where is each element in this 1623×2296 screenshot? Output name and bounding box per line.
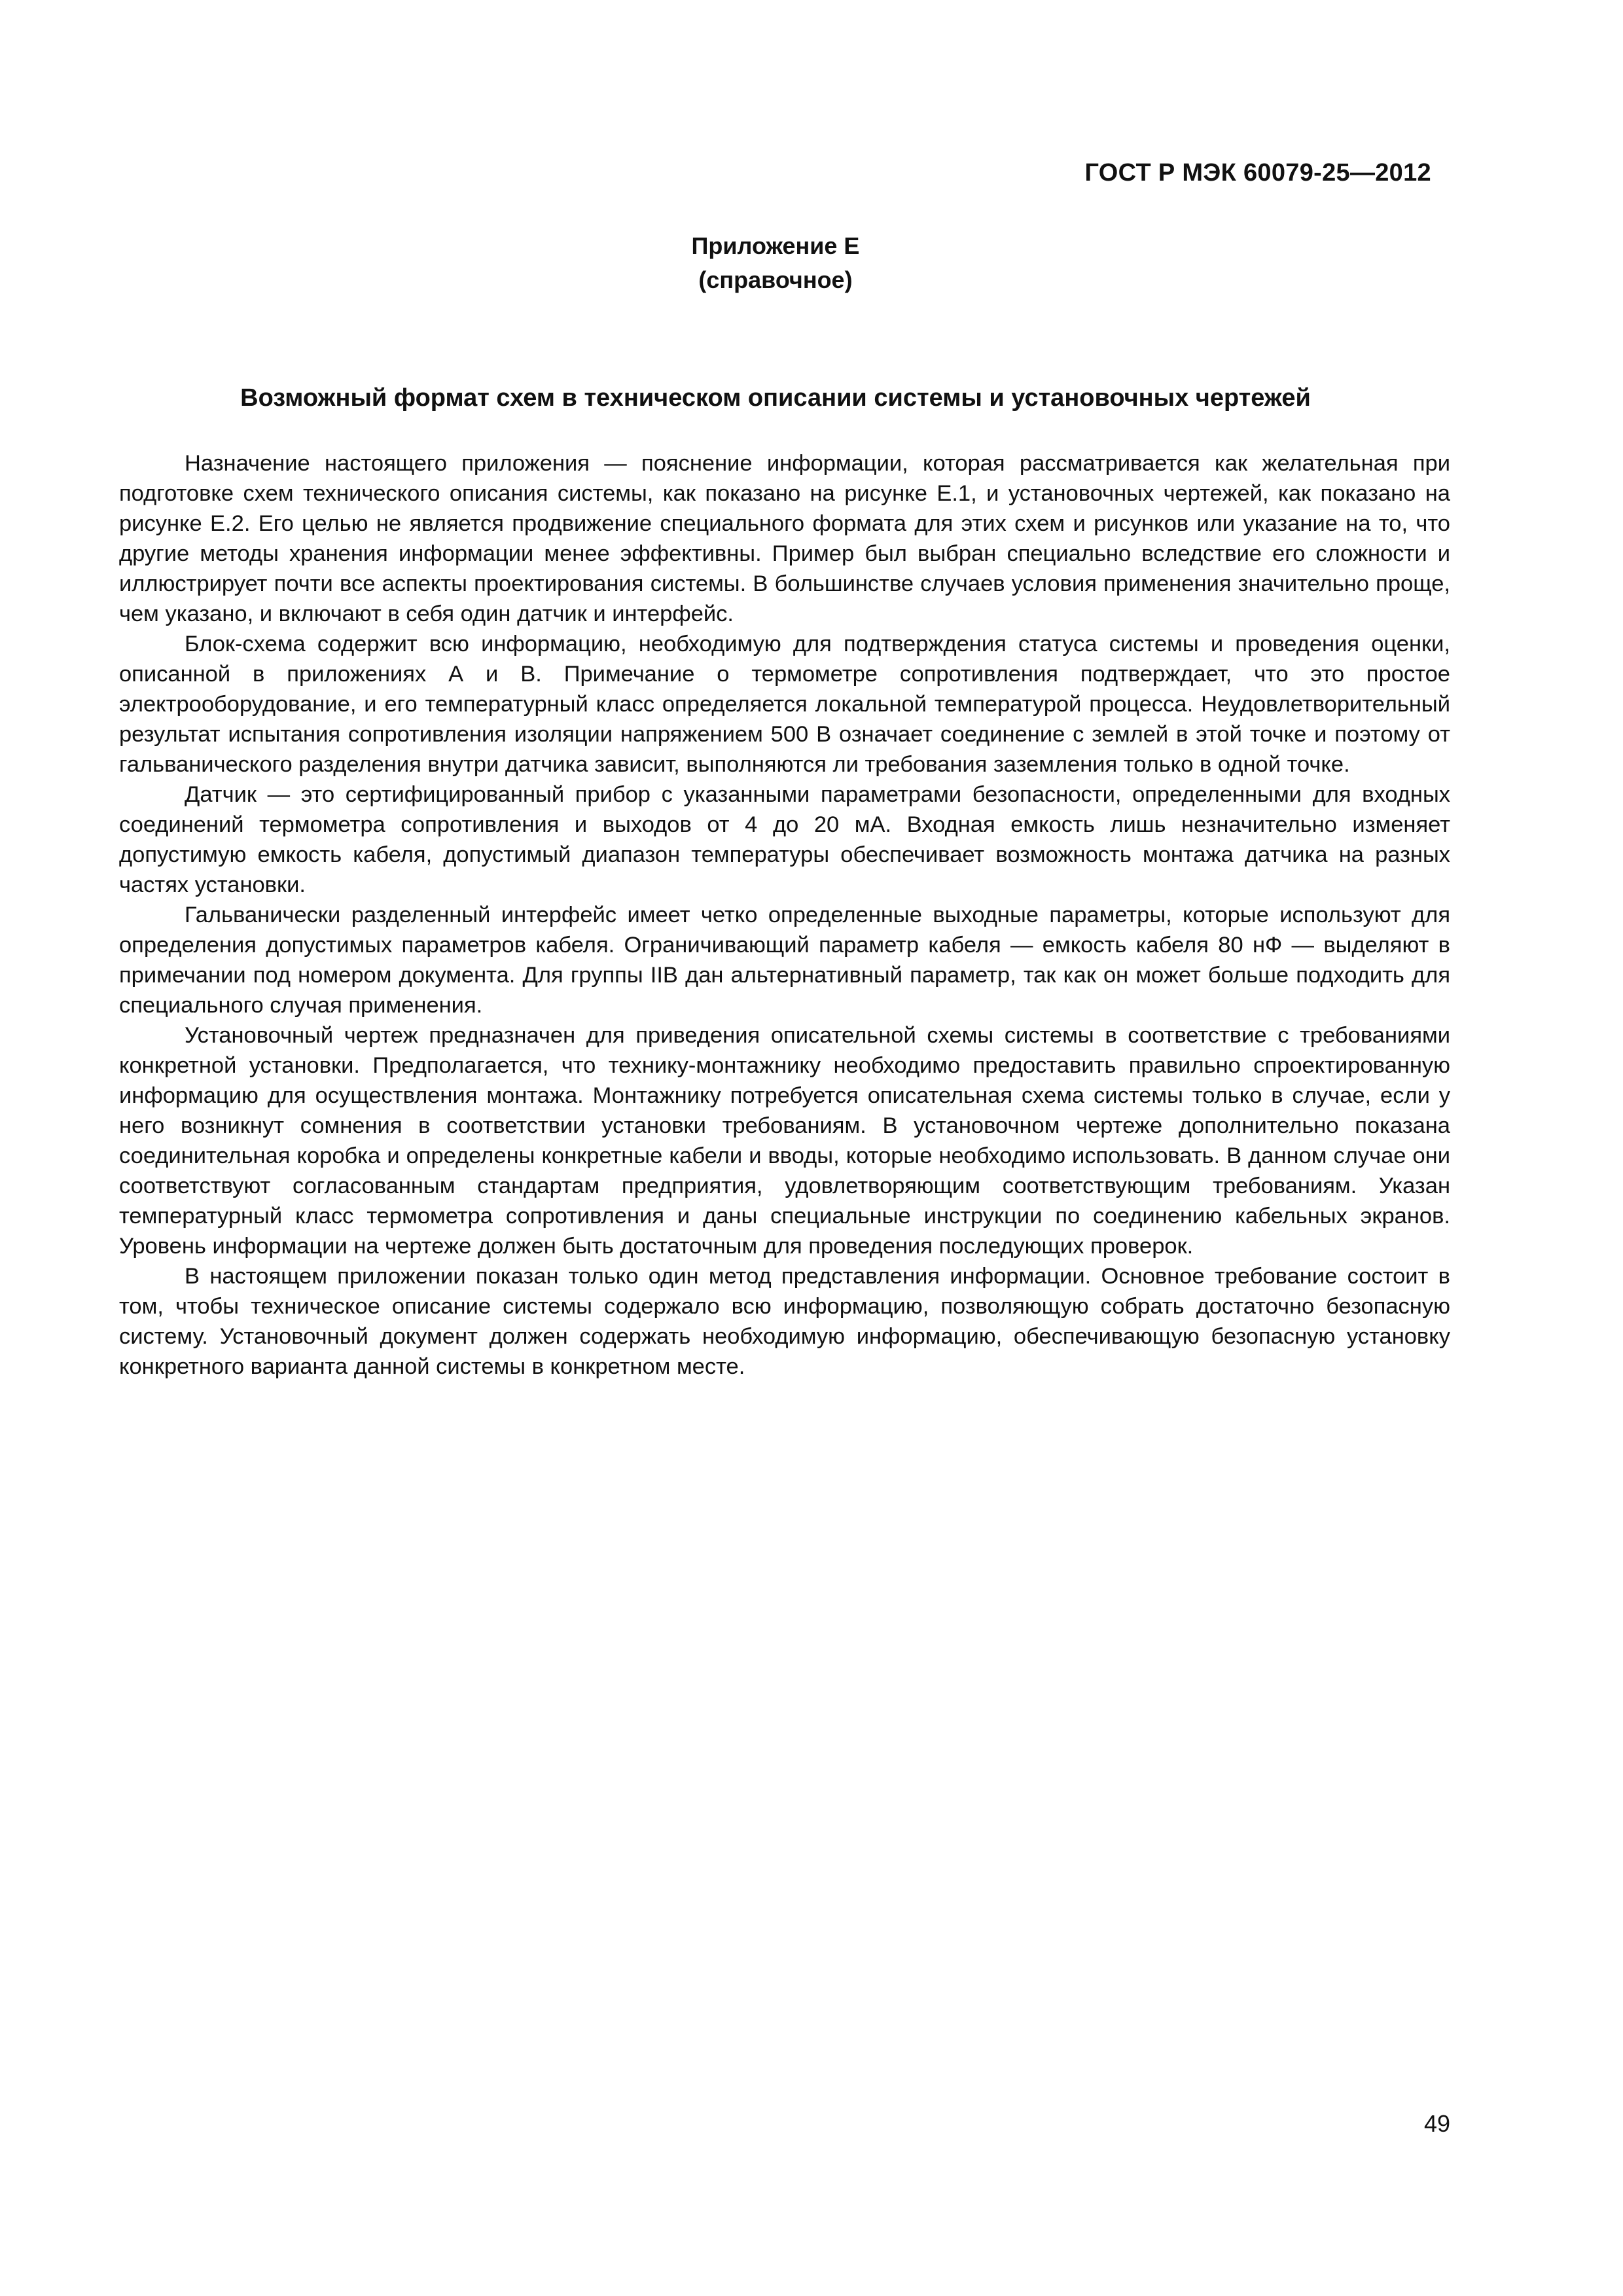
paragraph: Датчик — это сертифицированный прибор с указанными параметрами безопасности, определенными для входных соединений термометра сопротивления и выходов от 4 до 20 мА. Входная емкость лишь незначительно изменяет допустимую емкость кабеля, допустимый диапазон температуры обеспечивает возможность монтажа датчика на разных частях установки. [119,782,1450,897]
paragraph: Установочный чертеж предназначен для приведения описательной схемы системы в соответствие с требованиями конкретной установки. Предполагается, что технику-монтажнику необходимо предоставить правильно спроектированную информацию для осуществления монтажа. Монтажнику потребуется описательная схема системы только в случае, если у него возникнут сомнения в соответствии установки требованиям. В установочном чертеже дополнительно показана соединительная коробка и определены конкретные кабели и вводы, которые необходимо использовать. В данном случае они соответствуют согласованным стандартам предприятия, удовлетворяющим соответствующим требованиям. Указан температурный класс термометра сопротивления и даны специальные инструкции по соединению кабельных экранов. Уровень информации на чертеже должен быть достаточным для проведения последующих проверок. [119,1023,1450,1259]
appendix-subtitle: (справочное) [698,266,853,293]
body-text [119,448,1450,1382]
paragraph: Гальванически разделенный интерфейс имеет четко определенные выходные параметры, которые используют для определения допустимых параметров кабеля. Ограничивающий параметр кабеля — емкость кабеля 80 нФ — выделяют в примечании под номером документа. Для группы IIB дан альтернативный параметр, так как он может больше подходить для специального случая применения. [119,903,1450,1018]
paragraph: Блок-схема содержит всю информацию, необходимую для подтверждения статуса системы и проведения оценки, описанной в приложениях А и В. Примечание о термометре сопротивления подтверждает, что это простое электрооборудование, и его температурный класс определяется локальной температурой процесса. Неудовлетворительный результат испытания сопротивления изоляции напряжением 500 В означает соединение с землей в этой точке и поэтому от гальванического разделения внутри датчика зависит, выполняются ли требования заземления только в одной точке. [119,632,1450,777]
section-title: Возможный формат схем в техническом описании системы и установочных чертежей [240,384,1311,412]
page-number: 49 [1423,2110,1450,2137]
appendix-title: Приложение Е [691,232,860,259]
paragraph: В настоящем приложении показан только один метод представления информации. Основное требование состоит в том, чтобы техническое описание системы содержало всю информацию, позволяющую собрать достаточно безопасную систему. Установочный документ должен содержать необходимую информацию, обеспечивающую безопасную установку конкретного варианта данной системы в конкретном месте. [119,1264,1450,1379]
appendix-heading [0,229,1551,297]
document-code: ГОСТ Р МЭК 60079-25—2012 [1084,159,1431,187]
paragraph: Назначение настоящего приложения — пояснение информации, которая рассматривается как желательная при подготовке схем технического описания системы, как показано на рисунке Е.1, и установочных чертежей, как показано на рисунке Е.2. Его целью не является продвижение специального формата для этих схем и рисунков или указание на то, что другие методы хранения информации менее эффективны. Пример был выбран специально вследствие его сложности и иллюстрирует почти все аспекты проектирования системы. В большинстве случаев условия применения значительно проще, чем указано, и включают в себя один датчик и интерфейс. [119,451,1450,626]
